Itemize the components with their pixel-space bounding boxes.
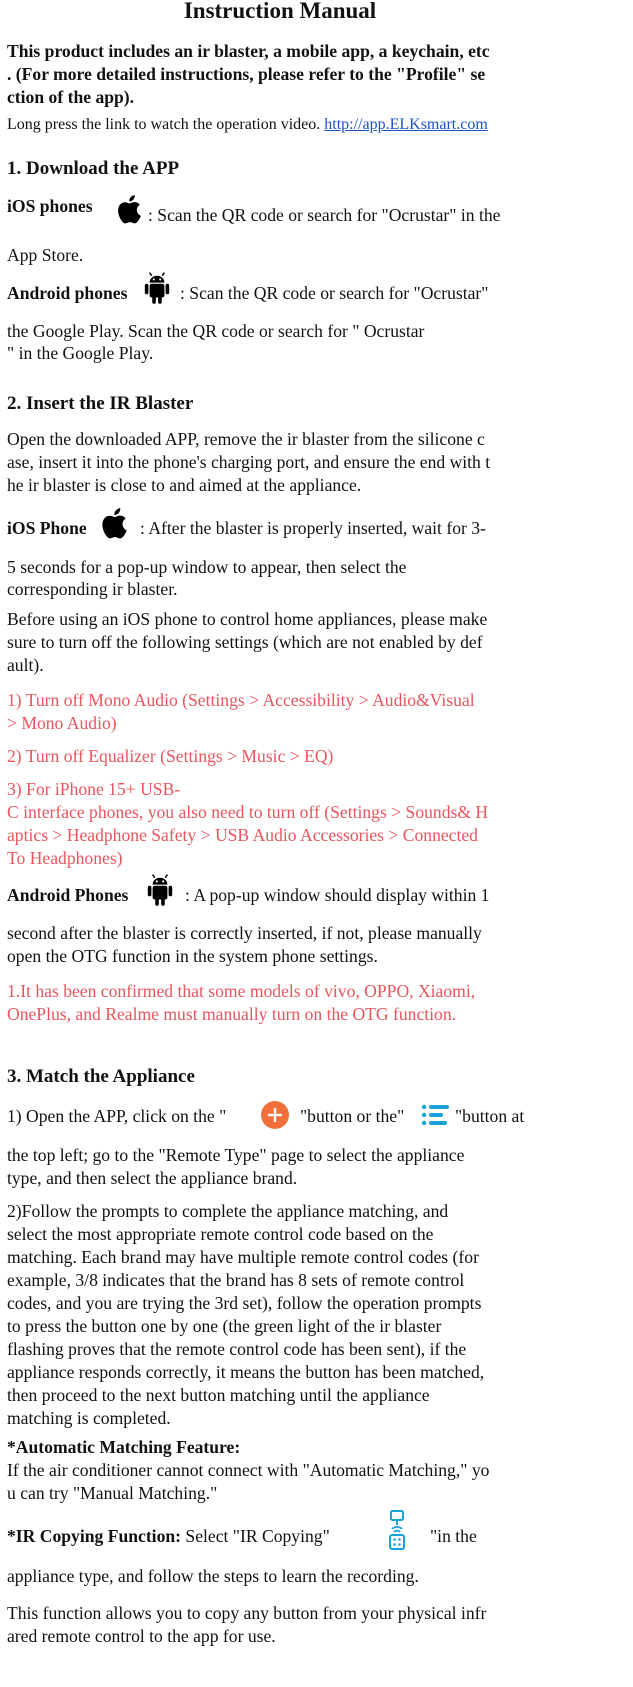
android-download-text: : Scan the QR code or search for "Ocrustar" xyxy=(180,283,489,303)
warning-line: To Headphones) xyxy=(7,848,123,868)
paragraph-line: ared remote control to the app for use. xyxy=(7,1626,276,1646)
warning-line: 2) Turn off Equalizer (Settings > Music > EQ) xyxy=(7,746,334,766)
ir-copying-cont: "in the xyxy=(430,1526,477,1546)
plus-icon xyxy=(260,1100,290,1130)
menu-icon xyxy=(421,1102,451,1128)
button-at-text: "button at xyxy=(455,1106,525,1126)
paragraph-line: This function allows you to copy any button from your physical infr xyxy=(7,1603,487,1623)
warning-line: OnePlus, and Realme must manually turn on the OTG function. xyxy=(7,1004,457,1024)
android-insert-cont: open the OTG function in the system phone settings. xyxy=(7,946,378,966)
apple-icon xyxy=(98,505,128,541)
paragraph-line: ase, insert it into the phone's charging port, and ensure the end with t xyxy=(7,452,491,472)
video-text: Long press the link to watch the operation video. xyxy=(7,116,325,133)
intro-line: ction of the app). xyxy=(7,87,135,107)
intro-line: . (For more detailed instructions, please refer to the "Profile" se xyxy=(7,64,486,84)
ir-copying-line xyxy=(7,1525,330,1547)
paragraph-line: matching is completed. xyxy=(7,1408,171,1428)
paragraph-line: flashing proves that the remote control code has been sent), if the xyxy=(7,1339,467,1359)
section-heading: 1. Download the APP xyxy=(7,158,180,179)
warning-line: > Mono Audio) xyxy=(7,713,117,733)
warning-line: C interface phones, you also need to turn off (Settings > Sounds& H xyxy=(7,802,489,822)
ios-download-line xyxy=(7,195,93,217)
section-heading: 3. Match the Appliance xyxy=(7,1066,195,1087)
android-insert-text: : A pop-up window should display within 1 xyxy=(185,885,490,905)
paragraph-line: appliance responds correctly, it means the button has been matched, xyxy=(7,1362,485,1382)
android-download-cont: " in the Google Play. xyxy=(7,343,154,363)
android-label: Android Phones xyxy=(7,885,129,905)
android-insert-cont: second after the blaster is correctly inserted, if not, please manually xyxy=(7,923,482,943)
android-icon xyxy=(142,271,172,307)
paragraph-line: 2)Follow the prompts to complete the appliance matching, and xyxy=(7,1201,449,1221)
android-icon xyxy=(145,873,175,909)
android-label: Android phones xyxy=(7,283,128,303)
ios-insert-cont: corresponding ir blaster. xyxy=(7,579,178,599)
intro-line: This product includes an ir blaster, a mobile app, a keychain, etc xyxy=(7,41,490,61)
ios-insert-text: : After the blaster is properly inserted, wait for 3- xyxy=(140,518,486,538)
paragraph-line: to press the button one by one (the green light of the ir blaster xyxy=(7,1316,442,1336)
paragraph-line: example, 3/8 indicates that the brand has 8 sets of remote control xyxy=(7,1270,465,1290)
paragraph-line: If the air conditioner cannot connect with "Automatic Matching," yo xyxy=(7,1460,490,1480)
paragraph-line: he ir blaster is close to and aimed at the appliance. xyxy=(7,475,362,495)
video-link[interactable]: http://app.ELKsmart.com xyxy=(324,116,488,133)
paragraph-line: then proceed to the next button matching until the appliance xyxy=(7,1385,430,1405)
warning-line: 1) Turn off Mono Audio (Settings > Accessibility > Audio&Visual xyxy=(7,690,475,710)
ir-remote-icon xyxy=(384,1510,410,1550)
warning-line: 3) For iPhone 15+ USB- xyxy=(7,779,181,799)
paragraph-line: select the most appropriate remote control code based on the xyxy=(7,1224,434,1244)
paragraph-line: sure to turn off the following settings (which are not enabled by def xyxy=(7,632,483,652)
open-app-text: 1) Open the APP, click on the " xyxy=(7,1106,227,1126)
paragraph-line: the top left; go to the "Remote Type" page to select the appliance xyxy=(7,1145,465,1165)
paragraph-line: Open the downloaded APP, remove the ir blaster from the silicone c xyxy=(7,429,485,449)
android-download-cont: the Google Play. Scan the QR code or search for " Ocrustar xyxy=(7,321,425,341)
paragraph-line: u can try "Manual Matching." xyxy=(7,1483,218,1503)
paragraph-line: type, and then select the appliance brand. xyxy=(7,1168,298,1188)
video-line xyxy=(7,114,488,136)
paragraph-line: matching. Each brand may have multiple remote control codes (for xyxy=(7,1247,479,1267)
apple-icon xyxy=(114,192,142,226)
paragraph-line: Before using an iOS phone to control home appliances, please make xyxy=(7,609,488,629)
ios-label: iOS phones xyxy=(7,196,93,216)
warning-line: 1.It has been confirmed that some models of vivo, OPPO, Xiaomi, xyxy=(7,981,476,1001)
ir-copying-label: *IR Copying Function: xyxy=(7,1526,182,1546)
ios-download-cont: App Store. xyxy=(7,245,84,265)
warning-line: aptics > Headphone Safety > USB Audio Accessories > Connected xyxy=(7,825,478,845)
ios-insert-cont: 5 seconds for a pop-up window to appear, then select the xyxy=(7,557,407,577)
paragraph-line: ault). xyxy=(7,655,44,675)
auto-matching-title: *Automatic Matching Feature: xyxy=(7,1437,241,1457)
ios-download-text: : Scan the QR code or search for "Ocrustar" in the xyxy=(148,205,501,225)
button-or-text: "button or the" xyxy=(300,1106,405,1126)
ios-label: iOS Phone xyxy=(7,518,87,538)
ir-copying-text: Select "IR Copying" xyxy=(181,1526,330,1546)
paragraph-line: appliance type, and follow the steps to learn the recording. xyxy=(7,1566,419,1586)
paragraph-line: codes, and you are trying the 3rd set), follow the operation prompts xyxy=(7,1293,482,1313)
section-heading: 2. Insert the IR Blaster xyxy=(7,393,194,414)
page-title: Instruction Manual xyxy=(183,0,377,23)
